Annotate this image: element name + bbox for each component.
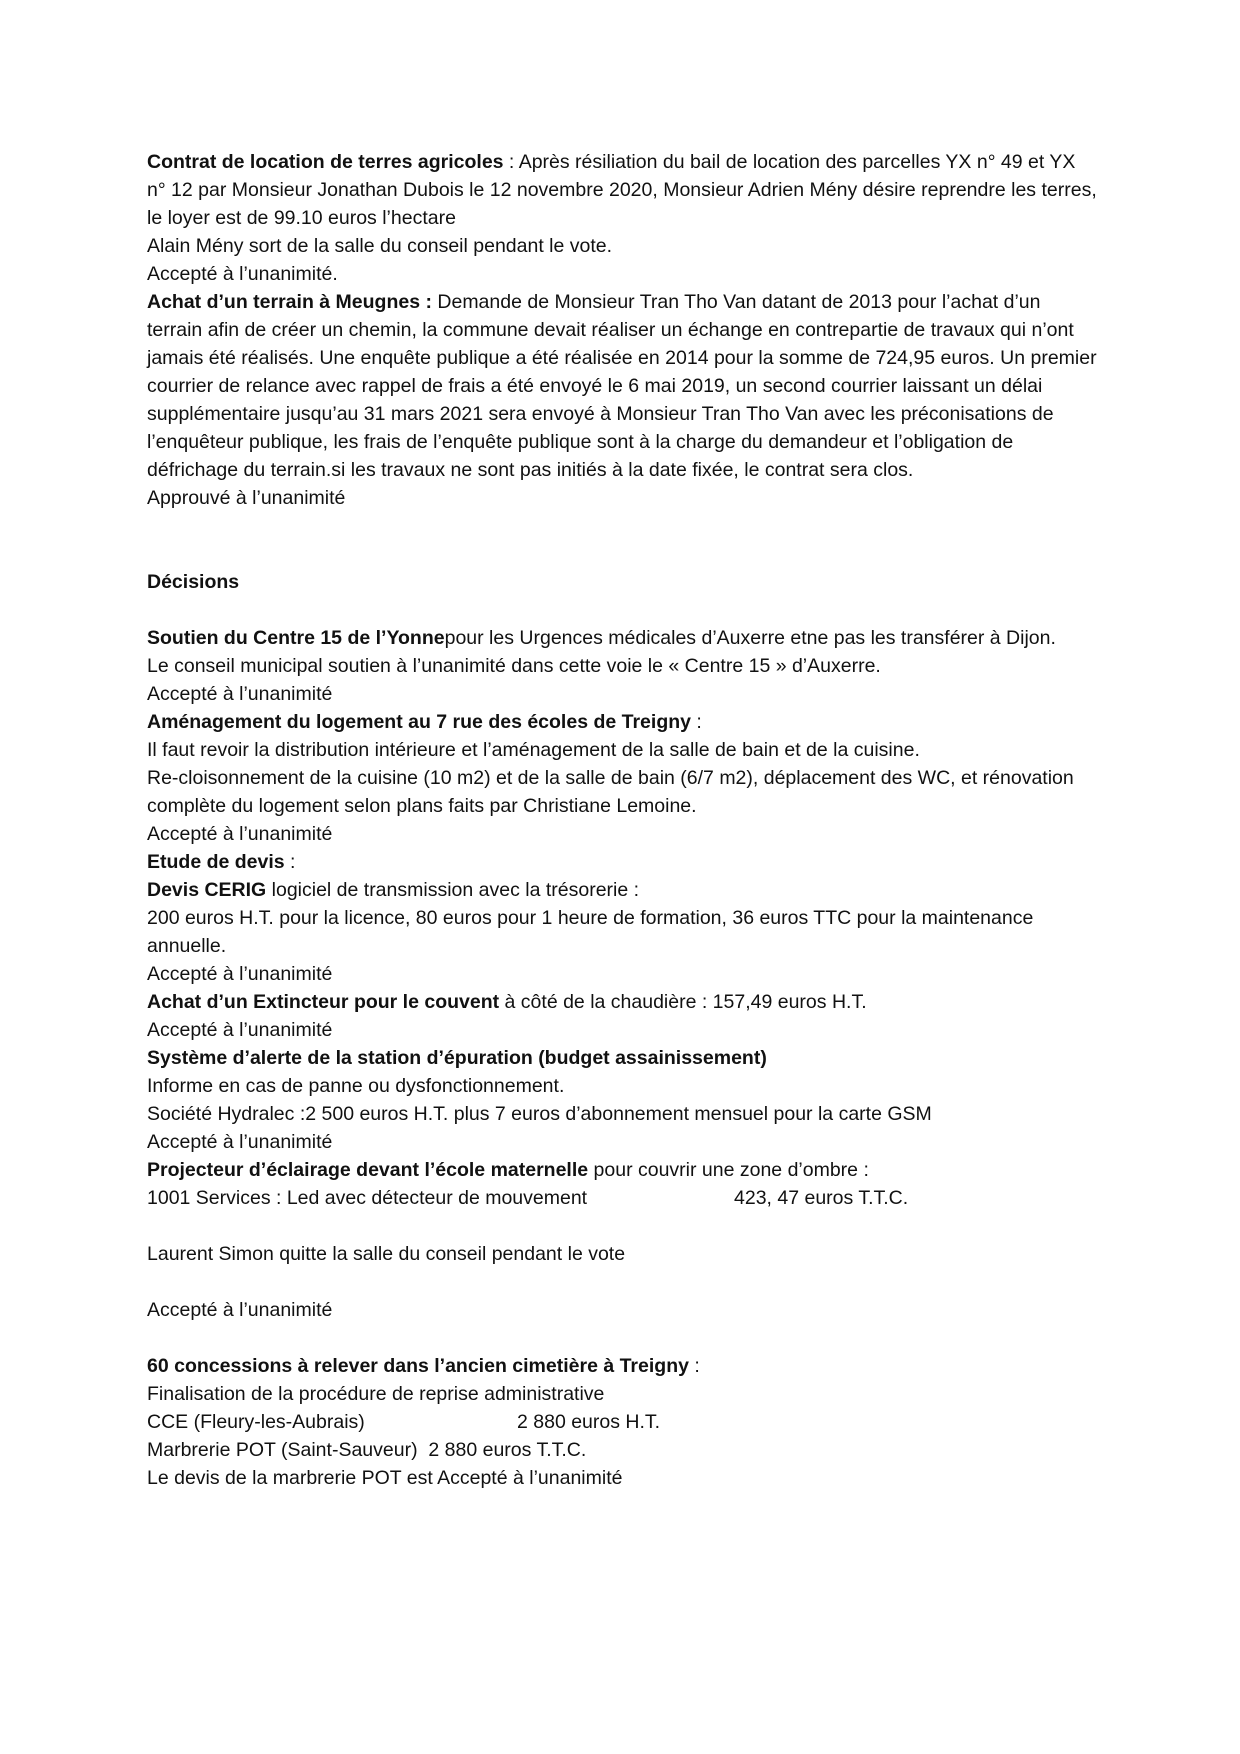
projecteur-supplier: 1001 Services : Led avec détecteur de mouvement [147, 1187, 588, 1209]
logement-line2: Re-cloisonnement de la cuisine (10 m2) et de la salle de bain (6/7 m2), déplacement des WC, et rénovation complète du logement selon plans faits par Christiane Lemoine. [147, 767, 1074, 817]
centre15-heading: Soutien du Centre 15 de l’Yonne [147, 627, 445, 649]
contrat-separator: : [503, 151, 519, 173]
centre15-result: Accepté à l’unanimité [147, 683, 333, 705]
contrat-note: Alain Mény sort de la salle du conseil pendant le vote. [147, 235, 613, 257]
centre15-paragraph [147, 624, 1097, 652]
concessions-line1: Finalisation de la procédure de reprise administrative [147, 1383, 605, 1405]
projecteur-quote-line [147, 1184, 1097, 1212]
centre15-text: pour les Urgences médicales d’Auxerre etne pas les transférer à Dijon. [444, 627, 1056, 649]
projecteur-price: 423, 47 euros T.T.C. [734, 1187, 909, 1209]
alerte-heading-line [147, 1044, 1097, 1072]
logement-result: Accepté à l’unanimité [147, 823, 333, 845]
achat-terrain-result: Approuvé à l’unanimité [147, 487, 346, 509]
centre15-note: Le conseil municipal soutien à l’unanimité dans cette voie le « Centre 15 » d’Auxerre. [147, 655, 881, 677]
projecteur-result: Accepté à l’unanimité [147, 1299, 333, 1321]
projecteur-heading: Projecteur d’éclairage devant l’école maternelle [147, 1159, 589, 1181]
cerig-result: Accepté à l’unanimité [147, 963, 333, 985]
quote2-name: Marbrerie POT (Saint-Sauveur) [147, 1439, 418, 1461]
alerte-line2: Société Hydralec :2 500 euros H.T. plus 7 euros d’abonnement mensuel pour la carte GSM [147, 1103, 932, 1125]
logement-heading-line: Aménagement du logement au 7 rue des écoles de Treigny : [147, 711, 702, 733]
contrat-result: Accepté à l’unanimité. [147, 263, 338, 285]
concessions-heading-line: 60 concessions à relever dans l’ancien cimetière à Treigny : [147, 1355, 700, 1377]
logement-line1: Il faut revoir la distribution intérieure et l’aménagement de la salle de bain et de la cuisine. [147, 739, 920, 761]
spacer [147, 596, 1097, 624]
spacer [147, 512, 1097, 568]
extincteur-result: Accepté à l’unanimité [147, 1019, 333, 1041]
alerte-line1: Informe en cas de panne ou dysfonctionnement. [147, 1075, 565, 1097]
cerig-detail: 200 euros H.T. pour la licence, 80 euros pour 1 heure de formation, 36 euros TTC pour la maintenance annuelle. [147, 907, 1034, 957]
extincteur-paragraph: Achat d’un Extincteur pour le couvent à côté de la chaudière : 157,49 euros H.T. [147, 991, 867, 1013]
concessions-quote2 [147, 1436, 1097, 1464]
projecteur-note: Laurent Simon quitte la salle du conseil pendant le vote [147, 1243, 626, 1265]
alerte-heading: Système d’alerte de la station d’épuration (budget assainissement) [147, 1047, 767, 1069]
cerig-heading: Devis CERIG [147, 879, 267, 901]
concessions-result: Le devis de la marbrerie POT est Accepté à l’unanimité [147, 1467, 623, 1489]
logement-heading: Aménagement du logement au 7 rue des écoles de Treigny [147, 711, 691, 733]
concessions-heading: 60 concessions à relever dans l’ancien cimetière à Treigny [147, 1355, 689, 1377]
projecteur-paragraph: Projecteur d’éclairage devant l’école maternelle pour couvrir une zone d’ombre : [147, 1159, 869, 1181]
spacer [147, 1268, 1097, 1296]
minutes-body [147, 148, 1097, 1492]
quote2-price: 2 880 euros T.T.C. [417, 1439, 587, 1461]
decisions-title: Décisions [147, 571, 240, 593]
spacer [147, 1324, 1097, 1352]
etude-heading: Etude de devis [147, 851, 285, 873]
concessions-quote1 [147, 1408, 1097, 1436]
quote1-price: 2 880 euros H.T. [517, 1411, 661, 1433]
achat-terrain-paragraph [147, 288, 1097, 484]
quote1-name: CCE (Fleury-les-Aubrais) [147, 1411, 365, 1433]
spacer [147, 1212, 1097, 1240]
alerte-result: Accepté à l’unanimité [147, 1131, 333, 1153]
achat-terrain-text: Demande de Monsieur Tran Tho Van datant de 2013 pour l’achat d’un terrain afin de créer un chemin, la commune devait réaliser un échange en contrepartie de travaux qui n’ont jamais été réalisés. Une enquête publique a été réalisée en 2014 pour la somme de 724,95 euros. Un premier courrier de relance avec rappel de frais a été envoyé le 6 mai 2019, un second courrier laissant un délai supplémentaire jusqu’au 31 mars 2021 sera envoyé à Monsieur Tran Tho Van avec les préconisations de l’enquêteur publique, les frais de l’enquête publique sont à la charge du demandeur et l’obligation de défrichage du terrain.si les travaux ne sont pas initiés à la date fixée, le contrat sera clos. [147, 291, 1097, 481]
etude-heading-line: Etude de devis : [147, 851, 296, 873]
contrat-paragraph [147, 148, 1097, 232]
achat-terrain-heading: Achat d’un terrain à Meugnes : [147, 291, 432, 313]
extincteur-heading: Achat d’un Extincteur pour le couvent [147, 991, 500, 1013]
contrat-text: Après résiliation du bail de location des parcelles YX n° 49 et YX n° 12 par Monsieur Jonathan Dubois le 12 novembre 2020, Monsieur Adrien Mény désire reprendre les terres, le loyer est de 99.10 euros l’hectare [147, 151, 1097, 229]
contrat-heading: Contrat de location de terres agricoles [147, 151, 504, 173]
cerig-paragraph: Devis CERIG logiciel de transmission avec la trésorerie : [147, 879, 640, 901]
